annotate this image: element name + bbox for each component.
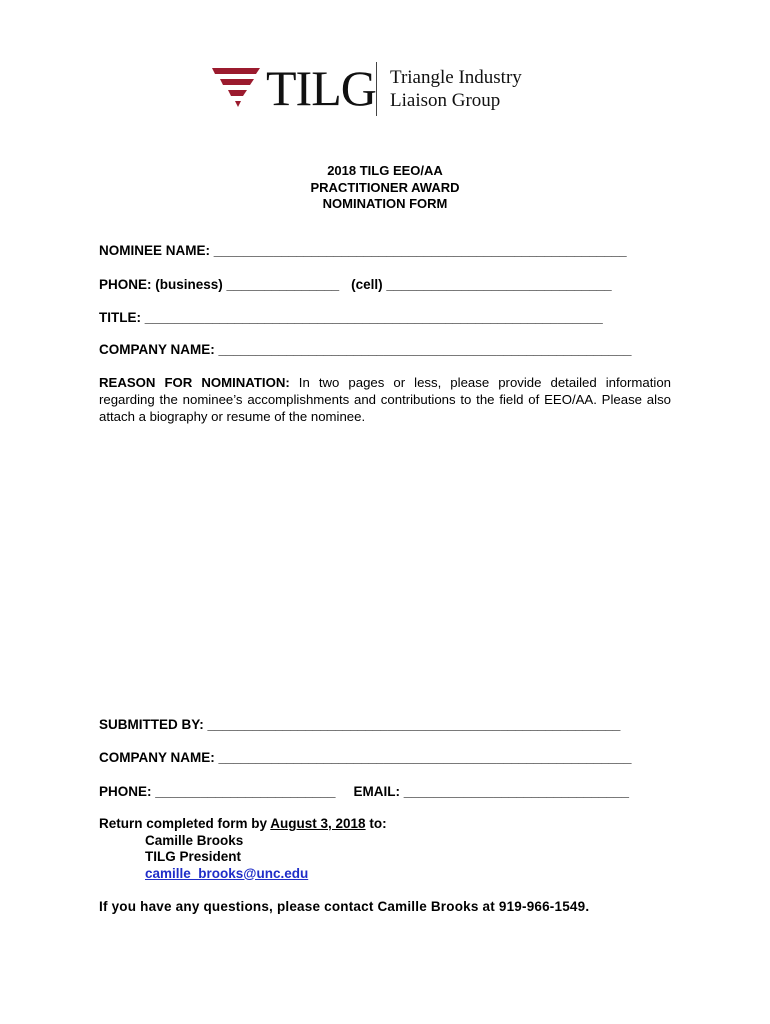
- submitter-contact-row: [99, 784, 629, 800]
- contact-name: Camille Brooks: [145, 832, 244, 848]
- return-line: [99, 816, 387, 833]
- form-title: [0, 163, 770, 213]
- reason-text: In two pages or less, please provide detailed information regarding the nominee’s accomplishments and contributions to the field of EEO/AA. Please also attach a biography or resume of the nominee.: [99, 375, 671, 424]
- submitter-company-label: COMPANY NAME:: [99, 750, 215, 765]
- phone-row: [99, 277, 612, 293]
- phone-cell-field[interactable]: ______________________________: [382, 277, 612, 292]
- contact-title: TILG President: [145, 849, 242, 864]
- submitted-by-row: [99, 717, 620, 733]
- submitter-company-field[interactable]: _______________________________________________________: [214, 750, 632, 765]
- contact-email-link[interactable]: camille_brooks@unc.edu: [145, 865, 309, 881]
- title-line1: 2018 TILG EEO/AA: [327, 163, 443, 178]
- tilg-logo: [212, 60, 552, 120]
- return-intro-end: to:: [365, 816, 387, 831]
- logo-wordmark: TILG: [266, 60, 376, 116]
- logo-subtitle-line2: Liaison Group: [390, 90, 501, 111]
- nominee-company-label: COMPANY NAME:: [99, 342, 215, 357]
- questions-note: If you have any questions, please contact Camille Brooks at 919-966-1549.: [99, 899, 590, 914]
- logo-divider: [376, 62, 377, 116]
- submitter-email-field[interactable]: ______________________________: [399, 784, 629, 799]
- return-intro: Return completed form by: [99, 816, 271, 831]
- title-label: TITLE:: [99, 310, 141, 325]
- phone-business-label: PHONE: (business): [99, 277, 223, 292]
- return-deadline: August 3, 2018: [270, 816, 366, 831]
- nominee-company-row: [99, 342, 631, 358]
- submitted-by-field[interactable]: _______________________________________________________: [203, 717, 621, 732]
- nominee-name-row: [99, 243, 627, 259]
- contact-email-row: [99, 866, 387, 883]
- nominee-company-field[interactable]: _______________________________________________________: [214, 342, 632, 357]
- tilg-triangle-logo-icon: [212, 68, 260, 108]
- return-instructions: [99, 816, 387, 882]
- nominee-name-label: NOMINEE NAME:: [99, 243, 210, 258]
- reason-label: REASON FOR NOMINATION:: [99, 375, 290, 390]
- phone-cell-label: (cell): [351, 277, 383, 292]
- logo-subtitle: [390, 66, 522, 112]
- nominee-name-field[interactable]: _______________________________________________________: [210, 243, 627, 258]
- title-line3: NOMINATION FORM: [322, 196, 448, 211]
- submitter-phone-field[interactable]: ________________________: [151, 784, 336, 799]
- reason-for-nomination: [99, 374, 671, 425]
- logo-subtitle-line1: Triangle Industry: [390, 67, 522, 88]
- phone-business-field[interactable]: _______________: [222, 277, 340, 292]
- submitted-by-label: SUBMITTED BY:: [99, 717, 204, 732]
- title-line2: PRACTITIONER AWARD: [310, 179, 460, 195]
- title-row: [99, 310, 603, 326]
- title-field[interactable]: _____________________________________________________________: [141, 310, 603, 325]
- submitter-company-row: [99, 750, 631, 766]
- submitter-phone-label: PHONE:: [99, 784, 152, 799]
- submitter-email-label: EMAIL:: [353, 784, 400, 799]
